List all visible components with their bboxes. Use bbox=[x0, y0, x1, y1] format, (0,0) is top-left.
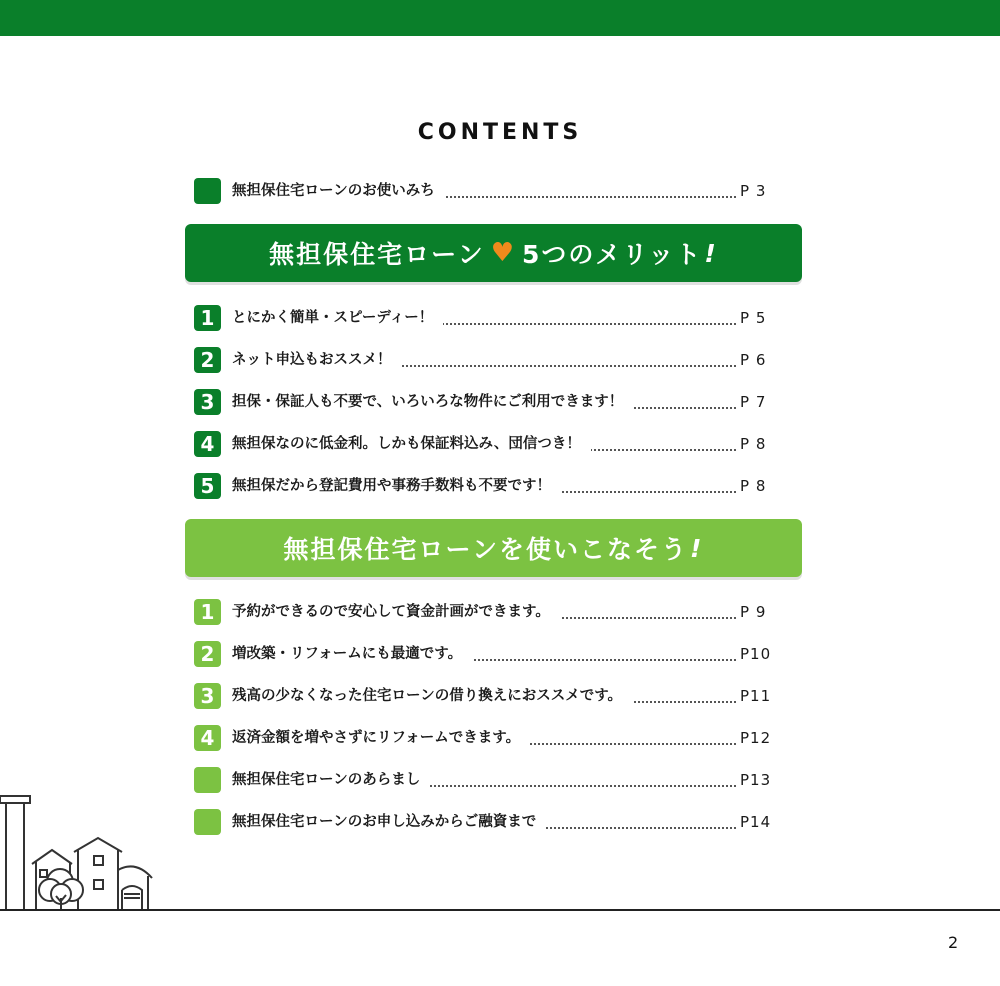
page-number: 2 bbox=[948, 933, 959, 952]
number-badge: 4 bbox=[194, 431, 221, 457]
toc-page-ref: P 8 bbox=[740, 435, 767, 453]
toc-item-merit-4[interactable] bbox=[194, 429, 784, 459]
section-banner-merits bbox=[185, 224, 802, 282]
toc-page-ref: P11 bbox=[740, 687, 772, 705]
heart-icon: ♥ bbox=[490, 238, 516, 268]
toc-page-ref: P 6 bbox=[740, 351, 767, 369]
toc-item-application[interactable] bbox=[194, 807, 784, 837]
page-title: CONTENTS bbox=[417, 120, 583, 145]
toc-item-label: 予約ができるので安心して資金計画ができます。 bbox=[232, 597, 560, 627]
toc-item-label: とにかく簡単・スピーディー！ bbox=[232, 303, 443, 333]
number-badge: 2 bbox=[194, 347, 221, 373]
toc-item-label: 返済金額を増やさずにリフォームできます。 bbox=[232, 723, 530, 753]
toc-page-ref: P13 bbox=[740, 771, 772, 789]
toc-item-label: 無担保住宅ローンのお申し込みからご融資まで bbox=[232, 807, 546, 837]
toc-item-label: 無担保住宅ローンのお使いみち bbox=[232, 176, 445, 206]
toc-page-ref: P 8 bbox=[740, 477, 767, 495]
number-badge: 2 bbox=[194, 641, 221, 667]
toc-page-ref: P 9 bbox=[740, 603, 767, 621]
number-badge: 1 bbox=[194, 599, 221, 625]
square-marker-icon bbox=[194, 809, 221, 835]
banner-title-part1: 無担保住宅ローン bbox=[269, 240, 485, 269]
ground-line bbox=[0, 909, 1000, 911]
toc-item-label: 無担保住宅ローンのあらまし bbox=[232, 765, 430, 795]
square-marker-icon bbox=[194, 767, 221, 793]
toc-item-intro[interactable] bbox=[194, 176, 784, 206]
number-badge: 4 bbox=[194, 725, 221, 751]
banner-title-part2: 5つのメリット bbox=[522, 240, 703, 269]
toc-item-label: 担保・保証人も不要で、いろいろな物件にご利用できます！ bbox=[232, 387, 633, 417]
toc-item-label: 無担保なのに低金利。しかも保証料込み、団信つき！ bbox=[232, 429, 591, 459]
toc-item-usage-2[interactable] bbox=[194, 639, 784, 669]
toc-item-label: 残高の少なくなった住宅ローンの借り換えにおススメです。 bbox=[232, 681, 632, 711]
section-banner-usage bbox=[185, 519, 802, 577]
toc-item-merit-5[interactable] bbox=[194, 471, 784, 501]
toc-page-ref: P 3 bbox=[740, 182, 767, 200]
top-bar bbox=[0, 0, 1000, 36]
houses-illustration-icon bbox=[0, 790, 170, 912]
banner-title: 無担保住宅ローンを使いこなそう bbox=[283, 535, 689, 564]
toc-item-usage-1[interactable] bbox=[194, 597, 784, 627]
toc-page-ref: P10 bbox=[740, 645, 772, 663]
toc-page-ref: P 5 bbox=[740, 309, 767, 327]
number-badge: 3 bbox=[194, 683, 221, 709]
number-badge: 1 bbox=[194, 305, 221, 331]
number-badge: 3 bbox=[194, 389, 221, 415]
square-marker-icon bbox=[194, 178, 221, 204]
toc-item-label: ネット申込もおススメ！ bbox=[232, 345, 402, 375]
toc-page-ref: P12 bbox=[740, 729, 772, 747]
toc-item-label: 無担保だから登記費用や事務手数料も不要です！ bbox=[232, 471, 561, 501]
toc-page-ref: P 7 bbox=[740, 393, 767, 411]
toc-item-merit-2[interactable] bbox=[194, 345, 784, 375]
toc-item-label: 増改築・リフォームにも最適です。 bbox=[232, 639, 472, 669]
toc-item-usage-3[interactable] bbox=[194, 681, 784, 711]
toc-page-ref: P14 bbox=[740, 813, 772, 831]
toc-item-merit-3[interactable] bbox=[194, 387, 784, 417]
toc-item-overview[interactable] bbox=[194, 765, 784, 795]
banner-exclaim: ! bbox=[690, 533, 704, 563]
toc-item-merit-1[interactable] bbox=[194, 303, 784, 333]
toc-item-usage-4[interactable] bbox=[194, 723, 784, 753]
number-badge: 5 bbox=[194, 473, 221, 499]
banner-exclaim: ! bbox=[704, 238, 718, 268]
